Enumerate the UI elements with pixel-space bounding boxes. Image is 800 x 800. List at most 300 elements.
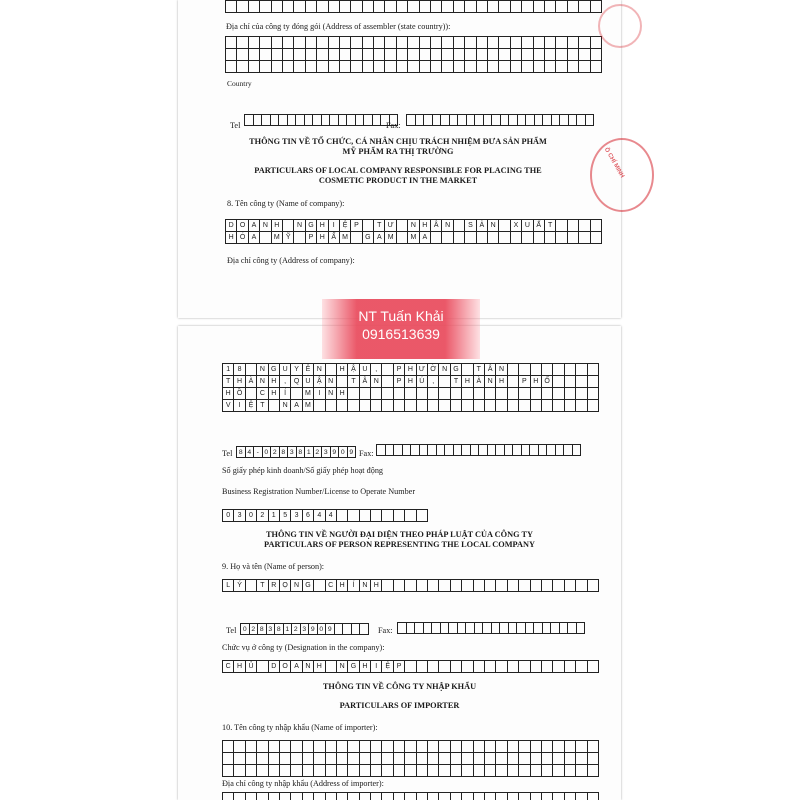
grid-cell: [393, 753, 404, 765]
grid-cell: [519, 661, 530, 673]
grid-cell: [564, 793, 575, 800]
grid-cell: [359, 765, 370, 777]
grid-cell: [405, 510, 416, 522]
grid-cell: [415, 623, 424, 634]
grid-cell: [416, 765, 427, 777]
grid-cell: [496, 445, 505, 456]
grid-cell: [541, 364, 552, 376]
grid-cell: [371, 510, 382, 522]
grid-cell: ,: [279, 376, 290, 388]
grid-cell: [336, 741, 347, 753]
grid-cell: 1: [223, 364, 234, 376]
grid-cell: [441, 115, 450, 126]
grid-cell: [499, 49, 510, 61]
grid-cell: -: [254, 447, 263, 458]
grid-cell: [245, 115, 254, 126]
grid-cell: R: [268, 580, 279, 592]
grid-cell: [533, 1, 544, 13]
grid-cell: O: [279, 661, 290, 673]
grid-cell: [362, 61, 373, 73]
grid-cell: [553, 753, 564, 765]
grid-cell: [567, 49, 578, 61]
grid-cell: [382, 364, 393, 376]
grid-cell: Ý: [234, 580, 245, 592]
grid-cell: [305, 49, 316, 61]
grid-cell: [450, 388, 461, 400]
grid-cell: [465, 37, 476, 49]
grid-cell: [338, 115, 347, 126]
grid-cell: Ẩ: [328, 232, 339, 244]
grid-cell: [473, 400, 484, 412]
grid-cell: [450, 793, 461, 800]
grid-cell: N: [257, 364, 268, 376]
grid-cell: [560, 115, 569, 126]
grid-cell: [439, 765, 450, 777]
grid-cell: [465, 61, 476, 73]
grid-cell: N: [260, 220, 271, 232]
grid-cell: [442, 61, 453, 73]
license-grid: [222, 509, 428, 522]
grid-cell: G: [362, 232, 373, 244]
grid-cell: [450, 765, 461, 777]
grid-cell: [314, 741, 325, 753]
grid-cell: I: [234, 400, 245, 412]
grid-cell: [507, 388, 518, 400]
grid-cell: [377, 445, 386, 456]
grid-cell: Ậ: [348, 364, 359, 376]
grid-cell: [462, 765, 473, 777]
grid-cell: [507, 580, 518, 592]
grid-cell: [428, 400, 439, 412]
grid-cell: [499, 220, 510, 232]
grid-cell: [348, 753, 359, 765]
grid-cell: A: [248, 232, 259, 244]
grid-cell: [530, 741, 541, 753]
grid-cell: H: [223, 388, 234, 400]
grid-cell: Ư: [416, 364, 427, 376]
grid-cell: [416, 388, 427, 400]
grid-cell: T: [257, 400, 268, 412]
grid-cell: Ố: [541, 376, 552, 388]
grid-cell: [282, 220, 293, 232]
grid-cell: 0: [262, 447, 271, 458]
importer-address-grid: [222, 792, 599, 800]
grid-cell: P: [393, 661, 404, 673]
grid-cell: 6: [302, 510, 313, 522]
grid-cell: [439, 376, 450, 388]
grid-cell: G: [348, 661, 359, 673]
grid-cell: [564, 741, 575, 753]
grid-cell: 9: [326, 624, 335, 635]
grid-cell: [450, 753, 461, 765]
grid-cell: C: [325, 580, 336, 592]
grid-cell: [408, 61, 419, 73]
grid-cell: T: [544, 220, 555, 232]
grid-cell: [262, 115, 271, 126]
grid-cell: [496, 753, 507, 765]
grid-cell: 3: [266, 624, 275, 635]
grid-cell: [362, 1, 373, 13]
grid-cell: [234, 793, 245, 800]
grid-cell: [533, 37, 544, 49]
grid-cell: [542, 623, 551, 634]
watermark-name: NT Tuấn Khải: [358, 308, 444, 324]
company-name-label: 8. Tên công ty (Name of company):: [227, 199, 345, 208]
grid-cell: [487, 445, 496, 456]
grid-cell: [325, 400, 336, 412]
grid-cell: [279, 741, 290, 753]
grid-cell: [576, 388, 587, 400]
grid-cell: [541, 741, 552, 753]
grid-cell: H: [234, 661, 245, 673]
grid-cell: [500, 115, 509, 126]
grid-cell: [507, 364, 518, 376]
grid-cell: [484, 793, 495, 800]
grid-cell: [576, 400, 587, 412]
grid-cell: [359, 400, 370, 412]
grid-cell: A: [419, 232, 430, 244]
grid-cell: 3: [322, 447, 331, 458]
grid-cell: [248, 61, 259, 73]
grid-cell: 4: [325, 510, 336, 522]
grid-cell: [439, 661, 450, 673]
grid-cell: [439, 400, 450, 412]
grid-cell: [314, 580, 325, 592]
grid-cell: [553, 793, 564, 800]
grid-cell: [406, 623, 415, 634]
grid-cell: [553, 376, 564, 388]
grid-cell: [431, 49, 442, 61]
grid-cell: [474, 623, 483, 634]
grid-cell: P: [519, 376, 530, 388]
grid-cell: [260, 1, 271, 13]
grid-cell: [530, 400, 541, 412]
grid-cell: [476, 49, 487, 61]
grid-cell: [534, 623, 543, 634]
grid-cell: H: [496, 376, 507, 388]
form-page-2: [178, 326, 621, 800]
grid-cell: M: [385, 232, 396, 244]
watermark-banner: [322, 299, 480, 359]
grid-cell: N: [325, 376, 336, 388]
grid-cell: [260, 61, 271, 73]
grid-cell: [351, 624, 360, 635]
grid-cell: [519, 400, 530, 412]
grid-cell: [544, 1, 555, 13]
grid-cell: [510, 49, 521, 61]
grid-cell: [271, 37, 282, 49]
grid-cell: N: [302, 661, 313, 673]
grid-cell: [462, 364, 473, 376]
grid-cell: [257, 793, 268, 800]
grid-cell: [587, 741, 598, 753]
grid-cell: [402, 445, 411, 456]
grid-cell: [484, 400, 495, 412]
grid-cell: [544, 61, 555, 73]
grid-cell: Ờ: [428, 364, 439, 376]
grid-cell: [226, 37, 237, 49]
grid-cell: [271, 1, 282, 13]
grid-cell: [393, 741, 404, 753]
grid-cell: [453, 445, 462, 456]
grid-cell: [270, 115, 279, 126]
grid-cell: [374, 37, 385, 49]
grid-cell: ,: [428, 376, 439, 388]
grid-cell: 3: [234, 510, 245, 522]
grid-cell: M: [302, 388, 313, 400]
grid-cell: H: [359, 661, 370, 673]
grid-cell: [314, 765, 325, 777]
grid-cell: 0: [241, 624, 250, 635]
grid-cell: [317, 61, 328, 73]
grid-cell: [436, 445, 445, 456]
grid-cell: D: [268, 661, 279, 673]
grid-cell: [260, 49, 271, 61]
grid-cell: [396, 232, 407, 244]
grid-cell: [385, 37, 396, 49]
grid-cell: [587, 661, 598, 673]
grid-cell: [458, 115, 467, 126]
grid-cell: [245, 753, 256, 765]
grid-cell: U: [359, 364, 370, 376]
grid-cell: H: [317, 220, 328, 232]
grid-cell: [487, 37, 498, 49]
grid-cell: P: [351, 220, 362, 232]
grid-cell: [305, 61, 316, 73]
country-label: Country: [227, 79, 252, 88]
grid-cell: [385, 1, 396, 13]
grid-cell: [579, 1, 590, 13]
grid-cell: [530, 580, 541, 592]
grid-cell: [419, 37, 430, 49]
grid-cell: [577, 115, 586, 126]
grid-cell: [382, 400, 393, 412]
grid-cell: [450, 741, 461, 753]
grid-cell: [541, 793, 552, 800]
grid-cell: [382, 793, 393, 800]
grid-cell: [462, 580, 473, 592]
grid-cell: [479, 445, 488, 456]
grid-cell: [510, 61, 521, 73]
grid-cell: [590, 49, 601, 61]
grid-cell: [541, 661, 552, 673]
grid-cell: [439, 793, 450, 800]
grid-cell: [576, 741, 587, 753]
grid-cell: 1: [283, 624, 292, 635]
grid-cell: [423, 623, 432, 634]
grid-cell: [590, 220, 601, 232]
grid-cell: [462, 753, 473, 765]
grid-cell: [268, 793, 279, 800]
grid-cell: [500, 623, 509, 634]
grid-cell: [439, 753, 450, 765]
fax-grid-3: [397, 622, 585, 634]
grid-cell: M: [408, 232, 419, 244]
grid-cell: [223, 753, 234, 765]
grid-cell: [519, 388, 530, 400]
grid-cell: [484, 580, 495, 592]
grid-cell: [351, 37, 362, 49]
grid-cell: [462, 741, 473, 753]
grid-cell: [521, 445, 530, 456]
grid-cell: N: [496, 364, 507, 376]
grid-cell: [408, 49, 419, 61]
grid-cell: [519, 741, 530, 753]
grid-cell: [496, 793, 507, 800]
grid-cell: N: [442, 220, 453, 232]
grid-cell: [453, 49, 464, 61]
grid-cell: [396, 61, 407, 73]
grid-cell: [393, 580, 404, 592]
grid-cell: 9: [330, 447, 339, 458]
grid-cell: [328, 61, 339, 73]
grid-cell: N: [291, 580, 302, 592]
grid-cell: Ậ: [314, 376, 325, 388]
grid-cell: Â: [431, 220, 442, 232]
grid-cell: [487, 232, 498, 244]
grid-cell: [411, 445, 420, 456]
grid-cell: [484, 753, 495, 765]
section-heading-vn-2: MỸ PHẨM RA THỊ TRƯỜNG: [342, 147, 454, 156]
grid-cell: A: [291, 661, 302, 673]
grid-cell: [317, 49, 328, 61]
grid-cell: A: [248, 220, 259, 232]
grid-cell: [507, 661, 518, 673]
grid-cell: [371, 400, 382, 412]
grid-cell: 2: [313, 447, 322, 458]
grid-cell: [553, 765, 564, 777]
grid-cell: Ệ: [382, 661, 393, 673]
grid-cell: [579, 232, 590, 244]
grid-cell: [325, 364, 336, 376]
grid-cell: [496, 741, 507, 753]
grid-cell: [336, 376, 347, 388]
grid-cell: [587, 388, 598, 400]
grid-cell: [585, 115, 594, 126]
grid-cell: [428, 793, 439, 800]
grid-cell: H: [271, 220, 282, 232]
grid-cell: [439, 580, 450, 592]
grid-cell: [587, 364, 598, 376]
grid-cell: [442, 49, 453, 61]
grid-cell: [507, 765, 518, 777]
grid-cell: [564, 400, 575, 412]
grid-cell: [487, 49, 498, 61]
grid-cell: À: [245, 376, 256, 388]
grid-cell: [339, 37, 350, 49]
grid-cell: [428, 661, 439, 673]
grid-cell: T: [450, 376, 461, 388]
importer-address-label: Địa chỉ công ty nhập khẩu (Address of importer):: [222, 779, 384, 788]
grid-cell: [517, 115, 526, 126]
grid-cell: [347, 115, 356, 126]
grid-cell: [544, 232, 555, 244]
grid-cell: U: [522, 220, 533, 232]
grid-cell: [476, 1, 487, 13]
grid-cell: [234, 753, 245, 765]
grid-cell: [393, 388, 404, 400]
grid-cell: [533, 232, 544, 244]
grid-cell: [291, 753, 302, 765]
grid-cell: [544, 49, 555, 61]
grid-top-partial: [225, 0, 602, 13]
grid-cell: [556, 61, 567, 73]
grid-cell: [466, 623, 475, 634]
grid-cell: [484, 741, 495, 753]
grid-cell: [237, 37, 248, 49]
grid-cell: [553, 400, 564, 412]
grid-cell: P: [393, 364, 404, 376]
grid-cell: [567, 1, 578, 13]
grid-cell: [442, 37, 453, 49]
grid-cell: M: [302, 400, 313, 412]
grid-cell: [408, 37, 419, 49]
grid-cell: [396, 49, 407, 61]
grid-cell: [294, 1, 305, 13]
grid-cell: H: [226, 232, 237, 244]
grid-cell: [351, 61, 362, 73]
grid-cell: [351, 49, 362, 61]
grid-cell: [541, 400, 552, 412]
importer-name-grid: [222, 740, 599, 777]
grid-cell: [328, 37, 339, 49]
grid-cell: [564, 765, 575, 777]
grid-cell: [416, 661, 427, 673]
grid-cell: 0: [223, 510, 234, 522]
grid-cell: P: [393, 376, 404, 388]
grid-cell: [564, 364, 575, 376]
grid-cell: N: [294, 220, 305, 232]
grid-cell: [279, 765, 290, 777]
grid-cell: T: [223, 376, 234, 388]
grid-cell: [564, 753, 575, 765]
grid-cell: [314, 753, 325, 765]
section3-heading-vn: THÔNG TIN VỀ CÔNG TY NHẬP KHẨU: [322, 682, 477, 691]
grid-cell: [484, 388, 495, 400]
license-label-vn: Số giấy phép kinh doanh/Số giấy phép hoạt động: [222, 466, 384, 475]
grid-cell: [325, 753, 336, 765]
grid-cell: Ư: [385, 220, 396, 232]
grid-cell: [245, 741, 256, 753]
grid-cell: Í: [279, 388, 290, 400]
grid-cell: 3: [288, 447, 297, 458]
grid-cell: [382, 580, 393, 592]
section3-heading-en: PARTICULARS OF IMPORTER: [339, 701, 460, 710]
grid-cell: [415, 115, 424, 126]
grid-cell: 0: [317, 624, 326, 635]
grid-cell: [374, 1, 385, 13]
grid-cell: 9: [347, 447, 356, 458]
grid-cell: 2: [292, 624, 301, 635]
grid-cell: P: [305, 232, 316, 244]
grid-cell: N: [439, 364, 450, 376]
section2-heading-vn: THÔNG TIN VỀ NGƯỜI ĐẠI DIỆN THEO PHÁP LUẬT CỦA CÔNG TY: [265, 530, 533, 539]
grid-cell: [291, 793, 302, 800]
grid-cell: [525, 623, 534, 634]
grid-cell: [530, 661, 541, 673]
grid-cell: [302, 765, 313, 777]
grid-cell: [504, 445, 513, 456]
grid-cell: [522, 61, 533, 73]
grid-cell: [553, 364, 564, 376]
grid-cell: [382, 765, 393, 777]
grid-cell: [579, 61, 590, 73]
grid-cell: [226, 61, 237, 73]
grid-cell: T: [473, 364, 484, 376]
grid-cell: L: [223, 580, 234, 592]
grid-cell: [568, 115, 577, 126]
grid-cell: [343, 624, 352, 635]
